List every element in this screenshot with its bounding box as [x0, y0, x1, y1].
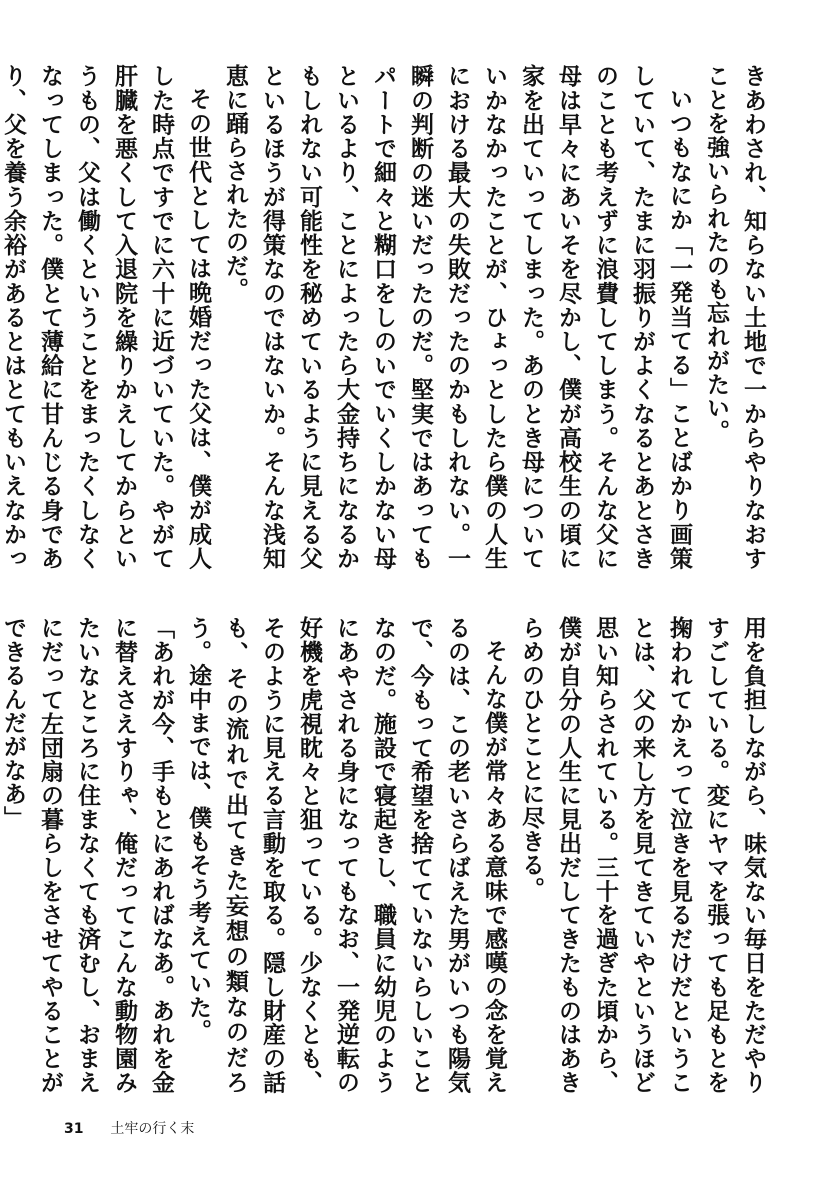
paragraph: そんな僕が常々ある意味で感嘆の念を覚えるのは、この老いさらばえた男がいつも陽気で、今もって希望を捨てていないらしいことなのだ。施設で寝起きし、職員に幼児のようにあやされる身になってもなお、一発逆転の好機を虎視眈々と狙っている。少なくとも、そのように見える言動を取る。隠し財産の話も、その流れで出てきた妄想の類なのだろう。途中までは、僕もそう考えていた。 [185, 616, 508, 1094]
dialogue-paragraph: 「あれが今、手もとにあればなあ。あれを金に替えさえすりゃ、俺だってこんな動物園みたいなところに住まなくても済むし、おまえにだって左団扇の暮らしをさせてやることができるんだがなあ」 [0, 616, 175, 1094]
paragraph: きあわされ、知らない土地で一からやりなおすことを強いられたのも忘れがたい。 [703, 64, 767, 570]
upper-text-block [0, 64, 772, 570]
paragraph: その世代としては晩婚だった父は、僕が成人した時点ですでに六十に近づいていた。やがて肝臓を悪くして入退院を繰りかえしてからというもの、父は働くということをまったくしなくなってしまった。僕とて薄給に甘んじる身であり、父を養う余裕があるとはとてもいえなかっ [0, 64, 212, 570]
page-footer [64, 1118, 194, 1138]
running-title: 土牢の行く末 [110, 1121, 195, 1137]
lower-text-block [0, 616, 772, 1094]
page-number: 31 [64, 1121, 84, 1137]
paragraph: いつもなにか「一発当てる」ことばかり画策していて、たまに羽振りがよくなるとあとさきのことも考えずに浪費してしまう。そんな父に母は早々にあいそを尽かし、僕が高校生の頃に家を出ていってしまった。あのとき母についていかなかったことが、ひょっとしたら僕の人生における最大の失敗だったのかもしれない。一瞬の判断の迷いだったのだ。堅実ではあってもパートで細々と糊口をしのいでいくしかない母といるより、ことによったら大金持ちになるかもしれない可能性を秘めているように見える父といるほうが得策なのではないか。そんな浅知恵に踊らされたのだ。 [222, 64, 693, 570]
paragraph: 用を負担しながら、味気ない毎日をただやりすごしている。変にヤマを張っても足もとを掬われてかえって泣きを見るだけだということは、父の来し方を見てきていやというほど思い知らされている。三十を過ぎた頃から、僕が自分の人生に見出だしてきたものはあきらめのひとことに尽きる。 [518, 616, 767, 1094]
